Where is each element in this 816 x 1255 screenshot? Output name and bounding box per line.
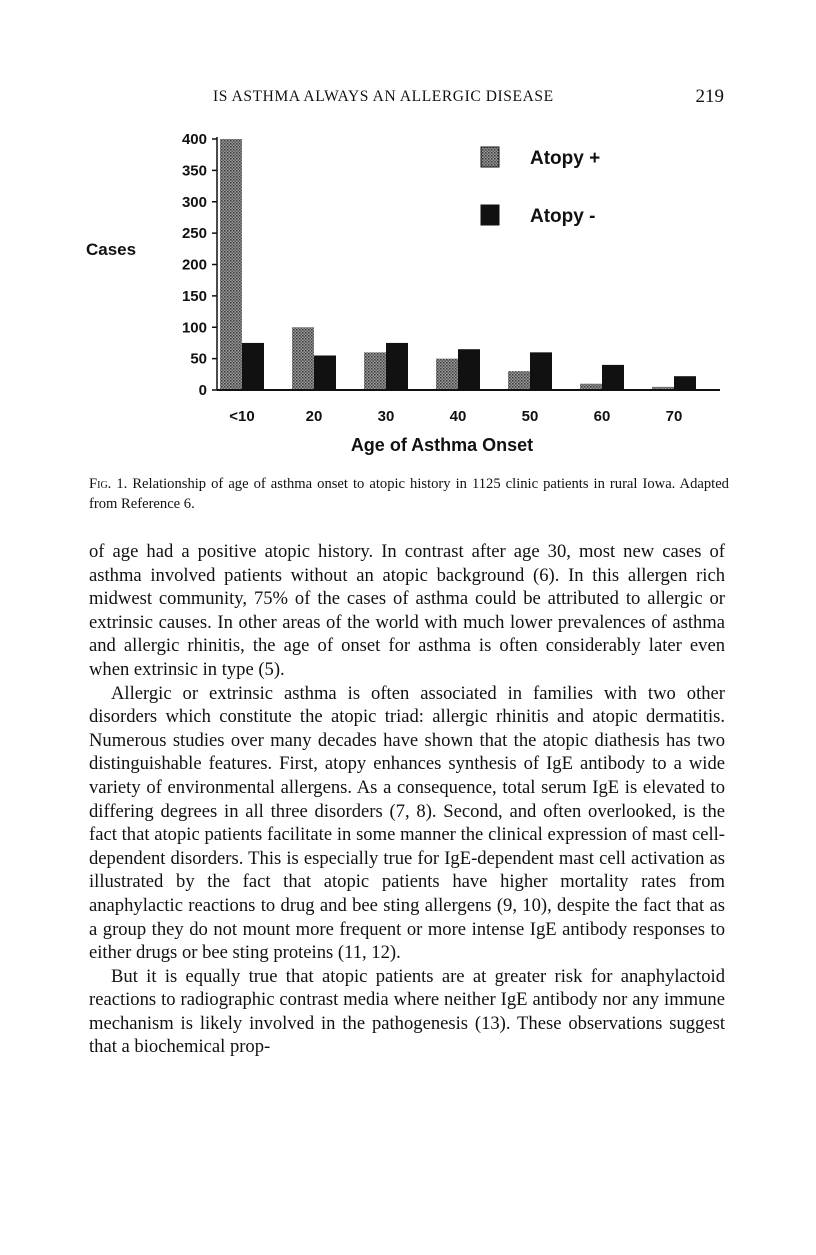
- y-tick-label: 300: [181, 193, 207, 211]
- bar-atopy-negative: [530, 352, 552, 390]
- x-axis-label: Age of Asthma Onset: [350, 435, 534, 455]
- legend-swatch-atopy-positive: [481, 147, 499, 167]
- y-tick-label: 400: [181, 131, 207, 148]
- x-tick-label: 60: [593, 408, 611, 425]
- bar-atopy-negative: [674, 376, 696, 390]
- bar-atopy-positive: [436, 359, 458, 390]
- bar-atopy-positive: [508, 371, 530, 390]
- paragraph: of age had a positive atopic history. In contrast after age 30, most new cases of asthma involved patients without an atopic background (6). In this allergen rich midwest community, 75% of the cases of asthma could be attributed to allergic or extrinsic causes. In other areas of the world with much lower prevalences of asthma and allergic rhinitis, the age of onset for asthma is often considerably later even when extrinsic in type (5).: [89, 541, 725, 680]
- bar-atopy-positive: [292, 327, 314, 390]
- y-tick-label: 200: [181, 256, 207, 274]
- paragraph: But it is equally true that atopic patients are at greater risk for anaphylactoid reactions to radiographic contrast media where neither IgE antibody nor any immune mechanism is likely involved in the pathogenesis (13). These observations suggest that a biochemical prop-: [89, 965, 725, 1058]
- bar-atopy-negative: [314, 355, 336, 390]
- legend-label: Atopy +: [530, 148, 601, 169]
- y-tick-label: 250: [181, 225, 207, 243]
- bar-atopy-negative: [242, 343, 264, 390]
- figure-label: Fig. 1.: [89, 476, 128, 492]
- bar-chart: [80, 125, 740, 460]
- y-tick-label: 50: [190, 350, 207, 368]
- x-tick-label: 70: [665, 408, 683, 425]
- figure-caption: [89, 474, 729, 514]
- legend-label: Atopy -: [530, 206, 596, 227]
- bar-atopy-negative: [458, 349, 480, 390]
- bar-atopy-positive: [220, 139, 242, 390]
- x-tick-label: 40: [449, 408, 467, 425]
- x-tick-label: 20: [305, 408, 323, 425]
- bar-atopy-positive: [364, 352, 386, 390]
- running-head: [0, 88, 816, 112]
- caption-text: Relationship of age of asthma onset to atopic history in 1125 clinic patients in rural Iowa. Adapted from Reference 6.: [89, 476, 729, 512]
- y-tick-label: 350: [181, 162, 207, 180]
- y-tick-label: 150: [181, 287, 207, 305]
- chart-legend: [481, 147, 600, 227]
- bar-atopy-negative: [602, 365, 624, 390]
- bar-atopy-negative: [386, 343, 408, 390]
- x-tick-label: <10: [229, 408, 255, 425]
- x-tick-label: 50: [521, 408, 539, 425]
- body-text: [89, 540, 725, 1059]
- figure-1: [80, 125, 740, 460]
- legend-swatch-atopy-negative: [481, 205, 499, 225]
- y-axis-label: Cases: [86, 240, 137, 259]
- running-title: IS ASTHMA ALWAYS AN ALLERGIC DISEASE: [213, 88, 554, 105]
- y-tick-label: 0: [198, 382, 207, 399]
- page-number: 219: [695, 86, 724, 107]
- y-tick-label: 100: [181, 319, 207, 337]
- paragraph: Allergic or extrinsic asthma is often associated in families with two other disorders which constitute the atopic triad: allergic rhinitis and atopic dermatitis. Numerous studies over many decades have shown that the atopic diathesis has two distinguishable features. First, atopy enhances synthesis of IgE antibody to a wide variety of environmental allergens. As a consequence, total serum IgE is elevated to differing degrees in all three disorders (7, 8). Second, and often overlooked, is the fact that atopic patients facilitate in some manner the clinical expression of mast cell-dependent disorders. This is especially true for IgE-dependent mast cell activation as illustrated by the fact that atopic patients have higher mortality rates from anaphylactic reactions to drug and bee sting allergens (9, 10), despite the fact that as a group they do not mount more frequent or more intense IgE antibody responses to either drugs or bee sting proteins (11, 12).: [89, 682, 725, 964]
- x-tick-label: 30: [377, 408, 395, 425]
